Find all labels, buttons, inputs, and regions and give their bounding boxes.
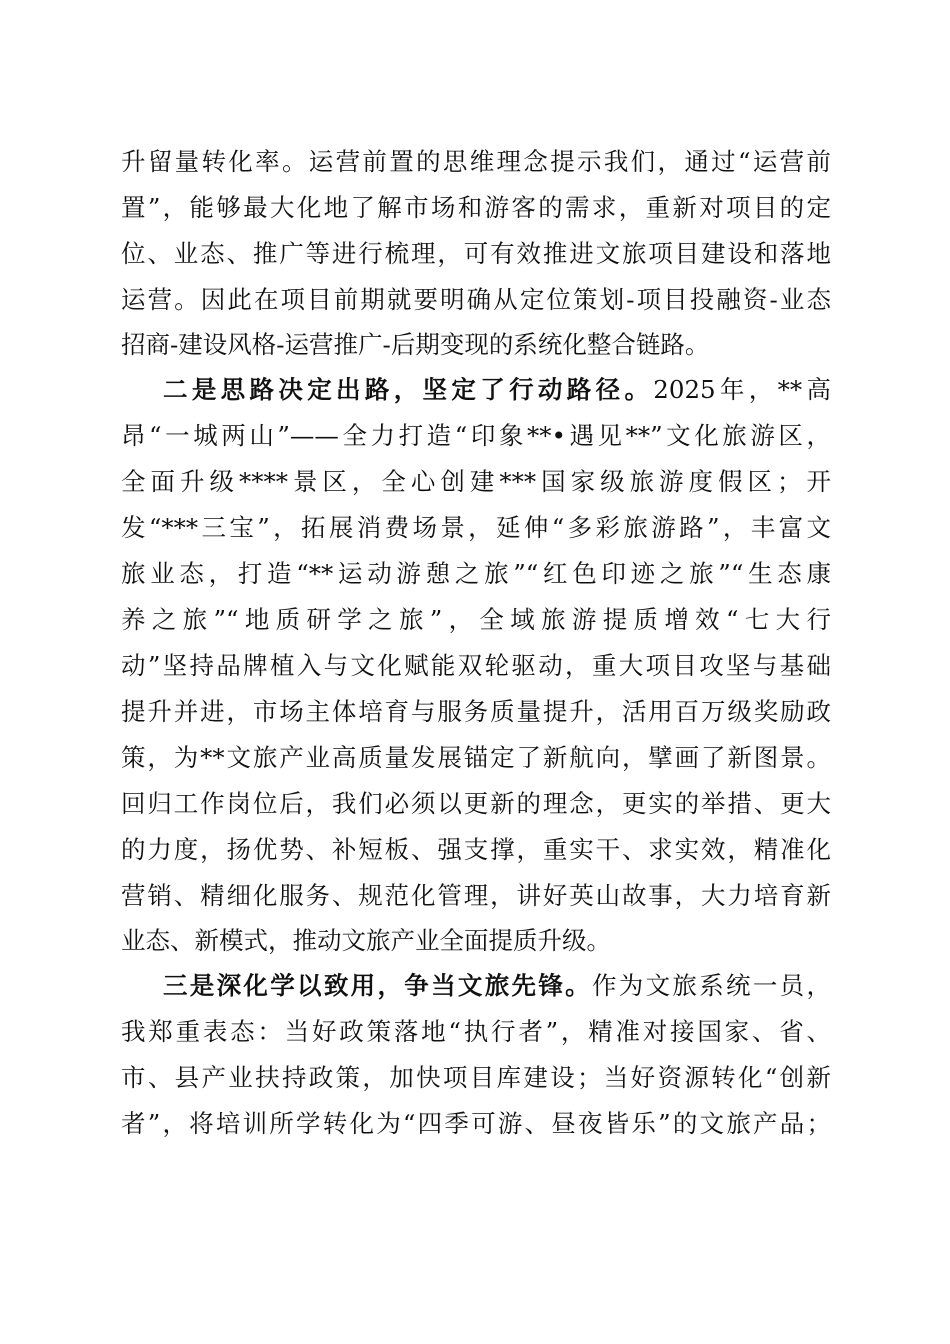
body-line: 回归工作岗位后，我们必须以更新的理念，更实的举措、更大 <box>121 789 831 818</box>
body-text: 2025年，**高 <box>653 375 831 404</box>
body-line: 运营。因此在项目前期就要明确从定位策划-项目投融资-业态 <box>121 285 831 314</box>
body-line: 全面升级****景区，全心创建***国家级旅游度假区；开 <box>121 467 831 496</box>
body-line: 旅业态，打造“**运动游憩之旅”“红色印迹之旅”“生态康 <box>121 559 831 588</box>
body-line: 置”，能够最大化地了解市场和游客的需求，重新对项目的定 <box>121 193 831 222</box>
body-line: 者”，将培训所学转化为“四季可游、昼夜皆乐”的文旅产品； <box>121 1109 831 1138</box>
body-line: 营销、精细化服务、规范化管理，讲好英山故事，大力培育新 <box>121 881 831 910</box>
body-line: 招商-建设风格-运营推广-后期变现的系统化整合链路。 <box>121 330 710 359</box>
body-line: 我郑重表态：当好政策落地“执行者”，精准对接国家、省、 <box>121 1017 831 1046</box>
body-line: 升留量转化率。运营前置的思维理念提示我们，通过“运营前 <box>121 147 831 176</box>
body-line: 市、县产业扶持政策，加快项目库建设；当好资源转化“创新 <box>121 1063 831 1092</box>
body-line: 业态、新模式，推动文旅产业全面提质升级。 <box>121 926 611 955</box>
body-line: 养之旅”“地质研学之旅”，全域旅游提质增效“七大行 <box>121 605 831 634</box>
body-line: 位、业态、推广等进行梳理，可有效推进文旅项目建设和落地 <box>121 239 831 268</box>
section-heading-three: 三是深化学以致用，争当文旅先锋。 <box>163 971 592 1000</box>
paragraph-two-first-line <box>163 370 831 410</box>
body-line: 动”坚持品牌植入与文化赋能双轮驱动，重大项目攻坚与基础 <box>121 651 831 680</box>
body-line: 发“***三宝”，拓展消费场景，延伸“多彩旅游路”，丰富文 <box>121 513 831 542</box>
body-line: 的力度，扬优势、补短板、强支撑，重实干、求实效，精准化 <box>121 835 831 864</box>
body-line: 策，为**文旅产业高质量发展锚定了新航向，擘画了新图景。 <box>121 743 831 772</box>
body-text: 作为文旅系统一员， <box>592 971 831 1000</box>
section-heading-two: 二是思路决定出路，坚定了行动路径。 <box>163 375 654 404</box>
paragraph-three-first-line <box>163 966 831 1006</box>
body-line: 提升并进，市场主体培育与服务质量提升，活用百万级奖励政 <box>121 697 831 726</box>
body-line: 昂“一城两山”——全力打造“印象**•遇见**”文化旅游区， <box>121 421 831 450</box>
